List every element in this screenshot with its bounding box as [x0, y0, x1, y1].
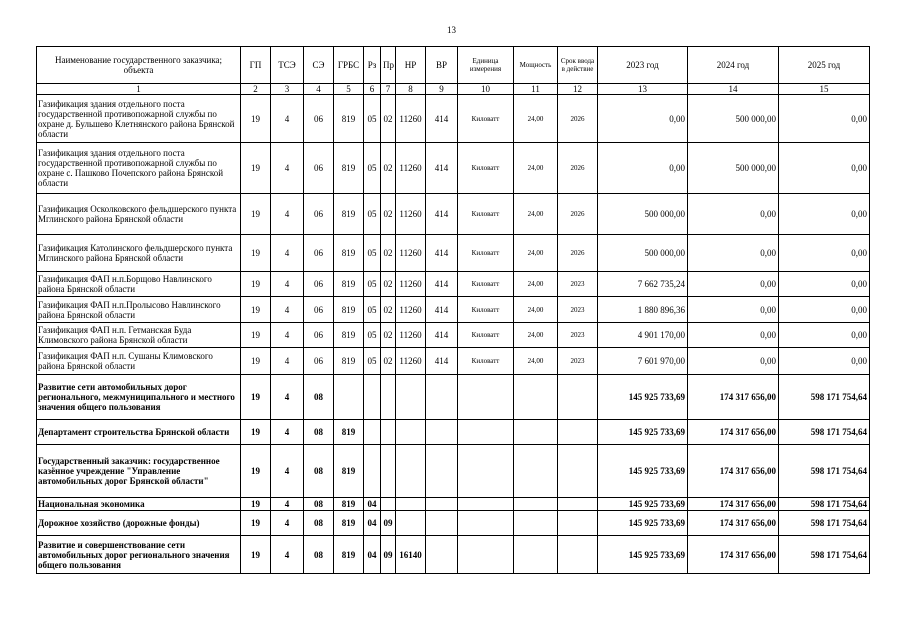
cell-pr: 02: [381, 143, 396, 194]
col-number: 6: [364, 84, 381, 95]
cell-gp: 19: [241, 511, 271, 536]
cell-rz: 05: [364, 272, 381, 297]
cell-power: 24,00: [514, 323, 558, 348]
cell-rz: 05: [364, 143, 381, 194]
cell-unit: Киловатт: [458, 323, 514, 348]
cell-2023: 145 925 733,69: [598, 536, 688, 574]
col-number: 13: [598, 84, 688, 95]
cell-rz: 04: [364, 498, 381, 511]
header-pr: Пр: [381, 47, 396, 84]
col-number: 9: [426, 84, 458, 95]
cell-2025: 0,00: [779, 143, 870, 194]
cell-grbs: 819: [334, 235, 364, 272]
cell-2025: 0,00: [779, 348, 870, 375]
cell-2025: 598 171 754,64: [779, 498, 870, 511]
cell-2023: 500 000,00: [598, 194, 688, 235]
cell-pr: 09: [381, 536, 396, 574]
cell-unit: Киловатт: [458, 143, 514, 194]
cell-2025: 598 171 754,64: [779, 536, 870, 574]
cell-vr: 414: [426, 323, 458, 348]
cell-unit: [458, 420, 514, 445]
table-row: [37, 272, 870, 297]
cell-nr: 11260: [396, 272, 426, 297]
cell-vr: [426, 445, 458, 498]
cell-2023: 7 662 735,24: [598, 272, 688, 297]
cell-unit: Киловатт: [458, 235, 514, 272]
cell-commission-year: 2026: [558, 194, 598, 235]
cell-2023: 0,00: [598, 95, 688, 143]
cell-2025: 598 171 754,64: [779, 375, 870, 420]
cell-2024: 174 317 656,00: [688, 511, 779, 536]
cell-tse: 4: [271, 445, 304, 498]
header-vr: ВР: [426, 47, 458, 84]
cell-rz: 05: [364, 348, 381, 375]
cell-nr: [396, 420, 426, 445]
cell-commission-year: 2023: [558, 348, 598, 375]
cell-grbs: 819: [334, 445, 364, 498]
cell-pr: 02: [381, 297, 396, 323]
cell-commission-year: 2023: [558, 272, 598, 297]
cell-nr: 16140: [396, 536, 426, 574]
table-row: [37, 420, 870, 445]
cell-se: 06: [304, 297, 334, 323]
cell-tse: 4: [271, 297, 304, 323]
cell-2023: 145 925 733,69: [598, 445, 688, 498]
cell-nr: [396, 445, 426, 498]
cell-tse: 4: [271, 143, 304, 194]
cell-power: [514, 536, 558, 574]
header-2023: 2023 год: [598, 47, 688, 84]
cell-se: 06: [304, 272, 334, 297]
col-number: 8: [396, 84, 426, 95]
cell-se: 06: [304, 95, 334, 143]
cell-grbs: 819: [334, 511, 364, 536]
cell-pr: 02: [381, 194, 396, 235]
cell-2023: 1 880 896,36: [598, 297, 688, 323]
cell-grbs: 819: [334, 95, 364, 143]
cell-gp: 19: [241, 323, 271, 348]
cell-2025: 0,00: [779, 297, 870, 323]
cell-2024: 174 317 656,00: [688, 375, 779, 420]
cell-vr: 414: [426, 194, 458, 235]
cell-se: 08: [304, 536, 334, 574]
col-number: 1: [37, 84, 241, 95]
cell-gp: 19: [241, 498, 271, 511]
cell-power: [514, 511, 558, 536]
cell-commission-year: 2023: [558, 297, 598, 323]
cell-vr: [426, 375, 458, 420]
cell-commission-year: [558, 511, 598, 536]
cell-2023: 145 925 733,69: [598, 420, 688, 445]
cell-power: [514, 420, 558, 445]
cell-name: Газификация ФАП н.п. Гетманская Буда Климовского района Брянской области: [37, 323, 241, 348]
cell-power: 24,00: [514, 272, 558, 297]
cell-2025: 0,00: [779, 95, 870, 143]
cell-unit: [458, 445, 514, 498]
cell-nr: 11260: [396, 235, 426, 272]
header-commission-year: Срок ввода в действие: [558, 47, 598, 84]
cell-tse: 4: [271, 235, 304, 272]
cell-grbs: 819: [334, 323, 364, 348]
cell-nr: 11260: [396, 143, 426, 194]
cell-unit: Киловатт: [458, 297, 514, 323]
cell-unit: [458, 375, 514, 420]
cell-2023: 145 925 733,69: [598, 498, 688, 511]
cell-2025: 0,00: [779, 194, 870, 235]
cell-nr: 11260: [396, 323, 426, 348]
cell-se: 06: [304, 323, 334, 348]
cell-power: [514, 445, 558, 498]
cell-pr: [381, 420, 396, 445]
cell-2024: 0,00: [688, 323, 779, 348]
cell-2025: 0,00: [779, 235, 870, 272]
cell-unit: Киловатт: [458, 194, 514, 235]
cell-power: 24,00: [514, 235, 558, 272]
cell-rz: 05: [364, 235, 381, 272]
cell-grbs: 819: [334, 348, 364, 375]
cell-2024: 500 000,00: [688, 95, 779, 143]
cell-tse: 4: [271, 323, 304, 348]
cell-commission-year: [558, 445, 598, 498]
header-gp: ГП: [241, 47, 271, 84]
cell-commission-year: [558, 536, 598, 574]
cell-se: 06: [304, 235, 334, 272]
table-row: [37, 95, 870, 143]
cell-commission-year: 2026: [558, 95, 598, 143]
cell-se: 08: [304, 498, 334, 511]
cell-gp: 19: [241, 95, 271, 143]
col-number: 14: [688, 84, 779, 95]
cell-vr: 414: [426, 143, 458, 194]
cell-2023: 145 925 733,69: [598, 375, 688, 420]
cell-pr: 02: [381, 272, 396, 297]
cell-nr: 11260: [396, 297, 426, 323]
header-nr: НР: [396, 47, 426, 84]
col-number: 5: [334, 84, 364, 95]
cell-2024: 0,00: [688, 272, 779, 297]
cell-name: Департамент строительства Брянской области: [37, 420, 241, 445]
col-number: 10: [458, 84, 514, 95]
cell-vr: 414: [426, 297, 458, 323]
cell-2024: 0,00: [688, 348, 779, 375]
cell-nr: [396, 375, 426, 420]
cell-gp: 19: [241, 235, 271, 272]
cell-vr: [426, 536, 458, 574]
header-2024: 2024 год: [688, 47, 779, 84]
table-row: [37, 511, 870, 536]
cell-name: Развитие и совершенствование сети автомобильных дорог регионального значения общего пользования: [37, 536, 241, 574]
cell-rz: 05: [364, 95, 381, 143]
cell-gp: 19: [241, 143, 271, 194]
cell-vr: 414: [426, 95, 458, 143]
cell-2024: 0,00: [688, 297, 779, 323]
table-row: [37, 445, 870, 498]
cell-power: 24,00: [514, 95, 558, 143]
cell-power: [514, 375, 558, 420]
table-row: [37, 323, 870, 348]
cell-se: 06: [304, 194, 334, 235]
cell-vr: 414: [426, 235, 458, 272]
cell-name: Развитие сети автомобильных дорог регионального, межмуниципального и местного значения общего пользования: [37, 375, 241, 420]
cell-power: 24,00: [514, 297, 558, 323]
cell-name: Газификация ФАП н.п. Сушаны Климовского района Брянской области: [37, 348, 241, 375]
budget-table: [36, 46, 870, 574]
cell-name: Газификация Католинского фельдшерского пункта Мглинского района Брянской области: [37, 235, 241, 272]
cell-pr: 02: [381, 235, 396, 272]
cell-tse: 4: [271, 348, 304, 375]
table-row: [37, 536, 870, 574]
cell-nr: 11260: [396, 95, 426, 143]
cell-tse: 4: [271, 375, 304, 420]
cell-nr: 11260: [396, 348, 426, 375]
cell-rz: [364, 375, 381, 420]
table-row: [37, 194, 870, 235]
cell-power: [514, 498, 558, 511]
cell-nr: [396, 511, 426, 536]
col-number: 15: [779, 84, 870, 95]
cell-gp: 19: [241, 272, 271, 297]
cell-2025: 0,00: [779, 272, 870, 297]
cell-name: Газификация ФАП н.п.Пролысово Навлинского района Брянской области: [37, 297, 241, 323]
cell-commission-year: 2023: [558, 323, 598, 348]
cell-se: 08: [304, 511, 334, 536]
header-power: Мощность: [514, 47, 558, 84]
cell-name: Газификация здания отдельного поста государственной противопожарной службы по охране с. Пашково Почепского района Брянской области: [37, 143, 241, 194]
col-number: 7: [381, 84, 396, 95]
cell-name: Газификация здания отдельного поста государственной противопожарной службы по охране д. Бульшево Клетнянского района Брянской области: [37, 95, 241, 143]
cell-grbs: 819: [334, 536, 364, 574]
header-unit: Единица измерения: [458, 47, 514, 84]
cell-tse: 4: [271, 511, 304, 536]
cell-2025: 598 171 754,64: [779, 420, 870, 445]
cell-2023: 500 000,00: [598, 235, 688, 272]
cell-unit: [458, 511, 514, 536]
cell-power: 24,00: [514, 348, 558, 375]
cell-pr: [381, 375, 396, 420]
cell-rz: 05: [364, 194, 381, 235]
table-row: [37, 297, 870, 323]
col-number: 2: [241, 84, 271, 95]
cell-grbs: 819: [334, 272, 364, 297]
cell-power: 24,00: [514, 143, 558, 194]
cell-name: Национальная экономика: [37, 498, 241, 511]
cell-2025: 598 171 754,64: [779, 511, 870, 536]
cell-2023: 0,00: [598, 143, 688, 194]
cell-2024: 174 317 656,00: [688, 536, 779, 574]
cell-rz: 04: [364, 511, 381, 536]
cell-pr: 02: [381, 323, 396, 348]
header-name: Наименование государственного заказчика; объекта: [37, 47, 241, 84]
cell-commission-year: 2026: [558, 235, 598, 272]
column-number-row: [37, 84, 870, 95]
cell-rz: [364, 445, 381, 498]
table-row: [37, 235, 870, 272]
cell-2025: 598 171 754,64: [779, 445, 870, 498]
col-number: 12: [558, 84, 598, 95]
cell-commission-year: [558, 375, 598, 420]
header-row: [37, 47, 870, 84]
cell-2025: 0,00: [779, 323, 870, 348]
cell-2024: 174 317 656,00: [688, 498, 779, 511]
table-row: [37, 375, 870, 420]
cell-tse: 4: [271, 420, 304, 445]
cell-2023: 4 901 170,00: [598, 323, 688, 348]
cell-2024: 500 000,00: [688, 143, 779, 194]
cell-name: Дорожное хозяйство (дорожные фонды): [37, 511, 241, 536]
cell-commission-year: [558, 498, 598, 511]
cell-pr: 02: [381, 348, 396, 375]
cell-gp: 19: [241, 348, 271, 375]
cell-nr: [396, 498, 426, 511]
header-rz: Рз: [364, 47, 381, 84]
cell-2024: 0,00: [688, 194, 779, 235]
cell-gp: 19: [241, 420, 271, 445]
cell-unit: [458, 498, 514, 511]
cell-2024: 174 317 656,00: [688, 445, 779, 498]
header-se: СЭ: [304, 47, 334, 84]
cell-vr: 414: [426, 272, 458, 297]
cell-2024: 174 317 656,00: [688, 420, 779, 445]
cell-pr: [381, 445, 396, 498]
cell-gp: 19: [241, 194, 271, 235]
cell-tse: 4: [271, 272, 304, 297]
cell-unit: Киловатт: [458, 95, 514, 143]
cell-nr: 11260: [396, 194, 426, 235]
table-row: [37, 498, 870, 511]
cell-name: Государственный заказчик: государственное казённое учреждение "Управление автомобильных дорог Брянской области": [37, 445, 241, 498]
cell-se: 06: [304, 348, 334, 375]
cell-tse: 4: [271, 498, 304, 511]
cell-rz: 04: [364, 536, 381, 574]
cell-grbs: 819: [334, 297, 364, 323]
cell-grbs: 819: [334, 498, 364, 511]
cell-se: 06: [304, 143, 334, 194]
cell-2023: 7 601 970,00: [598, 348, 688, 375]
cell-grbs: 819: [334, 194, 364, 235]
cell-se: 08: [304, 445, 334, 498]
header-tse: ТСЭ: [271, 47, 304, 84]
cell-rz: 05: [364, 297, 381, 323]
cell-rz: [364, 420, 381, 445]
table-body: [37, 95, 870, 574]
col-number: 11: [514, 84, 558, 95]
cell-pr: 09: [381, 511, 396, 536]
cell-pr: 02: [381, 95, 396, 143]
cell-name: Газификация ФАП н.п.Борщово Навлинского района Брянской области: [37, 272, 241, 297]
cell-unit: [458, 536, 514, 574]
cell-2023: 145 925 733,69: [598, 511, 688, 536]
cell-pr: [381, 498, 396, 511]
cell-commission-year: 2026: [558, 143, 598, 194]
cell-vr: [426, 420, 458, 445]
col-number: 4: [304, 84, 334, 95]
cell-tse: 4: [271, 536, 304, 574]
cell-tse: 4: [271, 194, 304, 235]
cell-gp: 19: [241, 536, 271, 574]
cell-vr: 414: [426, 348, 458, 375]
header-2025: 2025 год: [779, 47, 870, 84]
cell-power: 24,00: [514, 194, 558, 235]
cell-unit: Киловатт: [458, 272, 514, 297]
cell-grbs: 819: [334, 420, 364, 445]
table-row: [37, 143, 870, 194]
cell-commission-year: [558, 420, 598, 445]
cell-2024: 0,00: [688, 235, 779, 272]
page-number: 13: [447, 25, 456, 35]
header-grbs: ГРБС: [334, 47, 364, 84]
col-number: 3: [271, 84, 304, 95]
cell-vr: [426, 511, 458, 536]
cell-gp: 19: [241, 445, 271, 498]
table-row: [37, 348, 870, 375]
cell-se: 08: [304, 375, 334, 420]
cell-grbs: 819: [334, 143, 364, 194]
cell-unit: Киловатт: [458, 348, 514, 375]
cell-gp: 19: [241, 375, 271, 420]
cell-gp: 19: [241, 297, 271, 323]
cell-grbs: [334, 375, 364, 420]
cell-tse: 4: [271, 95, 304, 143]
cell-rz: 05: [364, 323, 381, 348]
cell-name: Газификация Осколковского фельдшерского пункта Мглинского района Брянской области: [37, 194, 241, 235]
cell-vr: [426, 498, 458, 511]
cell-se: 08: [304, 420, 334, 445]
